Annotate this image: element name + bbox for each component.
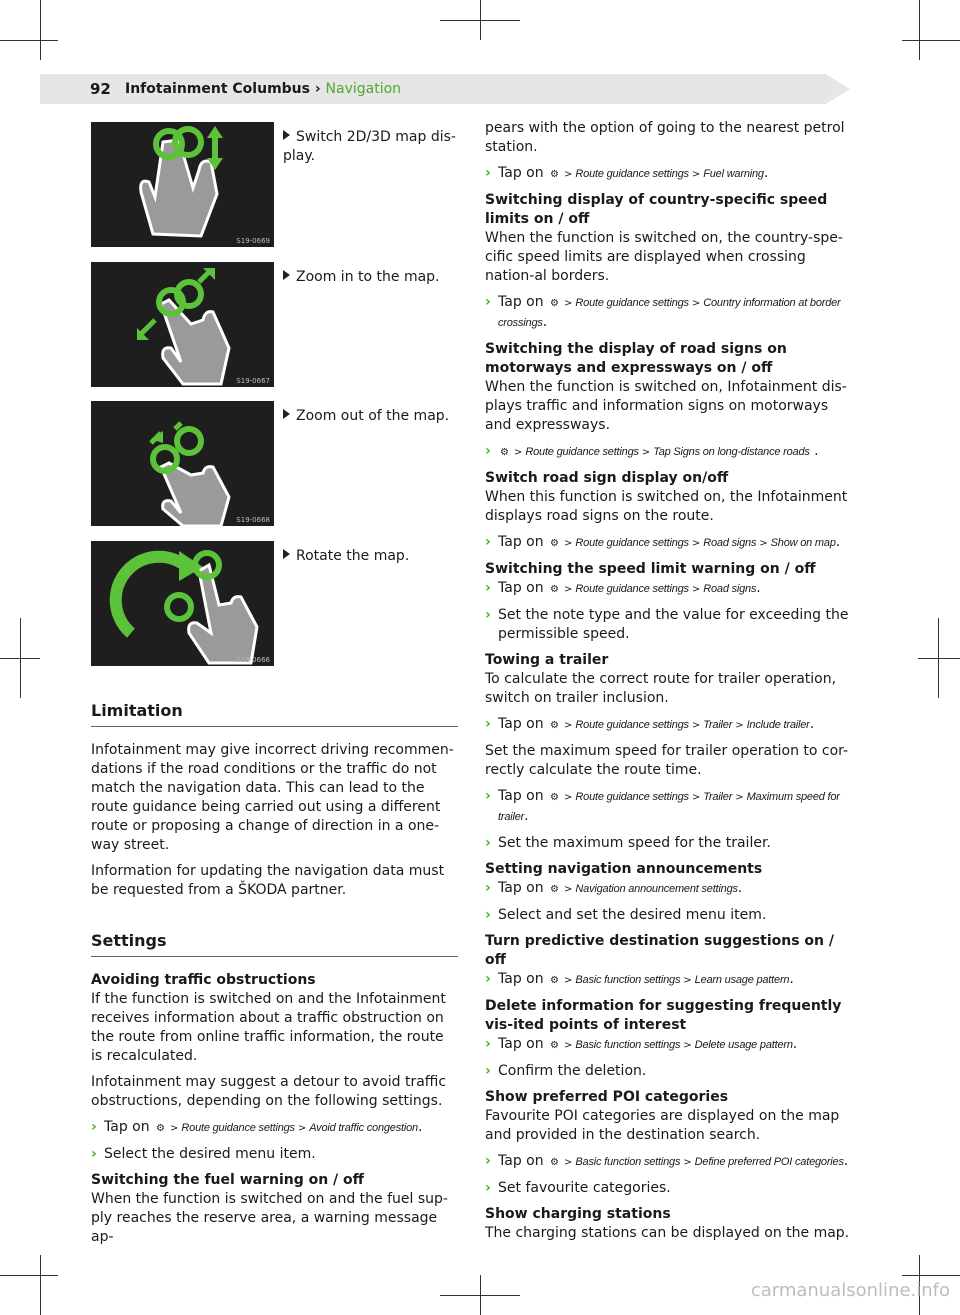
paragraph: When the function is switched on, the country-spe-cific speed limits are displayed when crossing nation-al borders. <box>485 230 843 284</box>
instruction-step: › Tap on ⚙ > Basic function settings > Define preferred POI categories. <box>485 1152 857 1172</box>
paragraph: Infotainment may give incorrect driving recommen-dations if the road conditions or the traffic do not match the navigation data. This can lead to the route guidance being carried out using a different route or proposing a change of direction in a one-way street. <box>91 742 454 853</box>
paragraph: Favourite POI categories are displayed on the map and provided in the destination search. <box>485 1108 840 1143</box>
subheading: Delete information for suggesting frequently vis-ited points of interest <box>485 998 842 1033</box>
figure-caption <box>283 268 461 287</box>
menu-separator-icon: > <box>564 975 573 986</box>
menu-path-item: Delete usage pattern <box>694 1039 793 1051</box>
instruction-step: › Tap on ⚙ > Route guidance settings > Trailer > Include trailer. <box>485 715 857 735</box>
menu-path-item: Navigation announcement settings <box>575 883 738 895</box>
menu-separator-icon: > <box>641 447 651 458</box>
step-text: Select the desired menu item. <box>104 1146 316 1162</box>
subheading: Switching display of country-specific speed limits on / off <box>485 192 828 227</box>
step-text: Set the note type and the value for exceeding the permissible speed. <box>498 607 849 642</box>
crop-mark <box>440 1295 520 1296</box>
menu-separator-icon: > <box>735 720 744 731</box>
menu-separator-icon: > <box>513 447 523 458</box>
instruction-step: › ⚙ > Route guidance settings > Tap Signs on long-distance roads . <box>485 442 857 462</box>
menu-path-item: Trailer <box>703 791 733 803</box>
paragraph: When the function is switched on and the fuel sup-ply reaches the reserve area, a warning message ap- <box>91 1191 448 1245</box>
step-text: Tap on <box>498 788 544 804</box>
menu-separator-icon: > <box>170 1123 179 1134</box>
step-text: Tap on <box>498 580 544 596</box>
menu-separator-icon: > <box>691 538 701 549</box>
menu-path-item: Define preferred POI categories <box>694 1156 844 1168</box>
instruction-step <box>485 834 857 853</box>
chapter-title: Infotainment Columbus <box>125 81 310 97</box>
settings-gear-icon: ⚙ <box>500 447 509 458</box>
step-text: Set favourite categories. <box>498 1180 671 1196</box>
step-text: Tap on <box>498 1036 544 1052</box>
paragraph: Infotainment may suggest a detour to avoid traffic obstructions, depending on the following settings. <box>91 1074 447 1109</box>
menu-path-item: Trailer <box>703 719 733 731</box>
menu-path-item: Basic function settings <box>575 1156 681 1168</box>
menu-path-item: Include trailer <box>746 719 810 731</box>
chevron-right-icon: › <box>485 1153 491 1169</box>
pinch-zoom-out-icon <box>91 401 274 526</box>
right-column <box>485 119 857 1250</box>
settings-gear-icon: ⚙ <box>550 884 560 895</box>
crop-mark <box>40 0 41 60</box>
triangle-bullet-icon <box>283 270 290 280</box>
instruction-step: › Tap on ⚙ > Route guidance settings > Road signs > Show on map. <box>485 533 857 553</box>
two-finger-vertical-icon <box>91 122 274 247</box>
menu-path-item: Route guidance settings <box>181 1122 295 1134</box>
instruction-step: › Tap on ⚙ > Route guidance settings > Fuel warning. <box>485 164 857 184</box>
step-text: Confirm the deletion. <box>498 1063 647 1079</box>
menu-separator-icon: > <box>564 298 573 309</box>
paragraph: When this function is switched on, the Infotainment displays road signs on the route. <box>485 489 848 524</box>
crop-mark <box>0 1275 58 1276</box>
figure-zoom-in <box>91 262 274 387</box>
instruction-step: › Tap on ⚙ > Route guidance settings > Country information at border crossings. <box>485 294 841 330</box>
subheading: Setting navigation announcements <box>485 861 763 877</box>
menu-path-item: Basic function settings <box>575 974 681 986</box>
menu-path-item: Maximum speed for trailer <box>498 791 840 823</box>
instruction-step: › Tap on ⚙ > Route guidance settings > Road signs. <box>485 579 857 599</box>
settings-gear-icon: ⚙ <box>550 538 560 549</box>
figure-code: S19-0668 <box>236 516 270 524</box>
menu-path-item: Show on map <box>770 537 836 549</box>
crop-mark <box>0 658 40 659</box>
chevron-right-icon: › <box>485 835 491 851</box>
figure-code: S19-0666 <box>236 656 270 664</box>
page-title <box>125 81 401 97</box>
figure-caption <box>283 128 461 166</box>
menu-separator-icon: > <box>691 584 701 595</box>
chevron-right-icon: › <box>91 1146 97 1162</box>
triangle-bullet-icon <box>283 409 290 419</box>
menu-path-item: Country information at border crossings <box>498 297 841 329</box>
chevron-right-icon: › <box>485 165 491 181</box>
chevron-right-icon: › <box>485 294 491 310</box>
subheading: Switching the fuel warning on / off <box>91 1172 365 1188</box>
section-title: Navigation <box>325 81 402 97</box>
instruction-step <box>485 1179 857 1198</box>
instruction-step: › Tap on ⚙ > Route guidance settings > Trailer > Maximum speed for trailer. <box>485 788 840 824</box>
figure-caption <box>283 547 461 566</box>
paragraph: Set the maximum speed for trailer operation to cor-rectly calculate the route time. <box>485 743 849 778</box>
page-number: 92 <box>90 80 111 98</box>
subheading: Turn predictive destination suggestions on / off <box>485 933 834 968</box>
chevron-right-icon: › <box>485 971 491 987</box>
instruction-step: › Tap on ⚙ > Basic function settings > Delete usage pattern. <box>485 1035 857 1055</box>
menu-path-item: Fuel warning <box>703 168 764 180</box>
menu-path-item: Route guidance settings <box>575 791 689 803</box>
caption-text: Zoom in to the map. <box>296 269 440 285</box>
figure-caption <box>283 407 461 426</box>
paragraph: The charging stations can be displayed on the map. <box>485 1225 850 1241</box>
caption-text: Zoom out of the map. <box>296 408 450 424</box>
subheading: Switching the speed limit warning on / off <box>485 561 816 577</box>
caption-text: Switch 2D/3D map dis-play. <box>283 129 456 164</box>
crop-mark <box>0 40 58 41</box>
step-text: Tap on <box>498 716 544 732</box>
triangle-bullet-icon <box>283 130 290 140</box>
menu-separator-icon: > <box>683 1157 692 1168</box>
menu-separator-icon: > <box>564 584 573 595</box>
menu-path-item: Road signs <box>703 537 757 549</box>
menu-separator-icon: > <box>564 169 573 180</box>
step-text: Tap on <box>498 294 544 310</box>
step-text: Tap on <box>498 1153 544 1169</box>
instruction-step <box>485 906 857 925</box>
subheading: Show preferred POI categories <box>485 1089 729 1105</box>
breadcrumb-separator: › <box>314 81 321 97</box>
paragraph: If the function is switched on and the Infotainment receives information about a traffic obstruction on the route from online traffic information, the route is recalculated. <box>91 991 446 1064</box>
footer-watermark: carmanualsonline.info <box>750 1280 950 1301</box>
subheading: Switch road sign display on/off <box>485 470 729 486</box>
menu-separator-icon: > <box>759 538 768 549</box>
step-text: Tap on <box>498 534 544 550</box>
step-text: Tap on <box>498 165 544 181</box>
chevron-right-icon: › <box>485 580 491 596</box>
menu-path-item: Route guidance settings <box>525 446 639 458</box>
chevron-right-icon: › <box>91 1119 97 1135</box>
settings-gear-icon: ⚙ <box>156 1123 166 1134</box>
crop-mark <box>902 40 960 41</box>
menu-separator-icon: > <box>564 720 573 731</box>
paragraph: When the function is switched on, Infotainment dis-plays traffic and information signs on motorways and expressways. <box>485 379 847 433</box>
instruction-step <box>485 1062 857 1081</box>
instruction-step <box>91 1145 458 1164</box>
menu-path-item: Route guidance settings <box>575 297 689 309</box>
settings-gear-icon: ⚙ <box>550 298 560 309</box>
caption-text: Rotate the map. <box>296 548 410 564</box>
crop-mark <box>919 0 920 60</box>
instruction-step: › Tap on ⚙ > Route guidance settings > Avoid traffic congestion. <box>91 1118 458 1138</box>
menu-separator-icon: > <box>735 792 744 803</box>
menu-separator-icon: > <box>564 884 573 895</box>
section-heading-limitation: Limitation <box>91 701 458 727</box>
step-text: Set the maximum speed for the trailer. <box>498 835 771 851</box>
chevron-right-icon: › <box>485 443 491 459</box>
left-column <box>91 701 458 1254</box>
rotate-gesture-icon <box>91 541 274 666</box>
section-heading-settings: Settings <box>91 931 458 957</box>
chevron-right-icon: › <box>485 788 491 804</box>
settings-gear-icon: ⚙ <box>550 975 560 986</box>
crop-mark <box>918 658 960 659</box>
chevron-right-icon: › <box>485 716 491 732</box>
chevron-right-icon: › <box>485 534 491 550</box>
menu-path-item: Avoid traffic congestion <box>309 1122 418 1134</box>
menu-separator-icon: > <box>691 169 701 180</box>
menu-path-item: Learn usage pattern <box>694 974 790 986</box>
figure-zoom-out <box>91 401 274 526</box>
chevron-right-icon: › <box>485 1180 491 1196</box>
instruction-step <box>485 606 857 644</box>
chevron-right-icon: › <box>485 607 491 623</box>
step-text: Select and set the desired menu item. <box>498 907 767 923</box>
step-text: Tap on <box>498 880 544 896</box>
menu-path-item: Tap Signs on long-distance roads <box>653 446 810 458</box>
chevron-right-icon: › <box>485 907 491 923</box>
figure-rotate <box>91 541 274 666</box>
triangle-bullet-icon <box>283 549 290 559</box>
crop-mark <box>902 1275 960 1276</box>
settings-gear-icon: ⚙ <box>550 1040 560 1051</box>
instruction-step: › Tap on ⚙ > Navigation announcement settings. <box>485 879 857 899</box>
menu-path-item: Route guidance settings <box>575 168 689 180</box>
subheading: Avoiding traffic obstructions <box>91 972 316 988</box>
figure-2d-3d <box>91 122 274 247</box>
subheading: Switching the display of road signs on motorways and expressways on / off <box>485 341 787 376</box>
figure-code: S19-0669 <box>236 237 270 245</box>
menu-path-item: Road signs <box>703 583 757 595</box>
paragraph: Information for updating the navigation data must be requested from a ŠKODA partner. <box>91 863 445 898</box>
settings-gear-icon: ⚙ <box>550 584 560 595</box>
menu-separator-icon: > <box>691 792 701 803</box>
menu-separator-icon: > <box>564 1157 573 1168</box>
crop-mark <box>40 1255 41 1315</box>
settings-gear-icon: ⚙ <box>550 1157 560 1168</box>
menu-separator-icon: > <box>683 975 692 986</box>
paragraph: To calculate the correct route for trailer operation, switch on trailer inclusion. <box>485 671 837 706</box>
settings-gear-icon: ⚙ <box>550 720 560 731</box>
menu-separator-icon: > <box>564 1040 573 1051</box>
chevron-right-icon: › <box>485 1063 491 1079</box>
step-text: Tap on <box>104 1119 150 1135</box>
menu-separator-icon: > <box>691 298 701 309</box>
settings-gear-icon: ⚙ <box>550 169 560 180</box>
menu-path-item: Route guidance settings <box>575 719 689 731</box>
chevron-right-icon: › <box>485 1036 491 1052</box>
menu-path-item: Route guidance settings <box>575 583 689 595</box>
paragraph: pears with the option of going to the nearest petrol station. <box>485 120 845 155</box>
instruction-step: › Tap on ⚙ > Basic function settings > Learn usage pattern. <box>485 970 857 990</box>
menu-path-item: Route guidance settings <box>575 537 689 549</box>
menu-separator-icon: > <box>691 720 701 731</box>
chevron-right-icon: › <box>485 880 491 896</box>
crop-mark <box>440 20 520 21</box>
menu-path-item: Basic function settings <box>575 1039 681 1051</box>
step-text: Tap on <box>498 971 544 987</box>
menu-separator-icon: > <box>297 1123 307 1134</box>
menu-separator-icon: > <box>564 538 573 549</box>
pinch-zoom-in-icon <box>91 262 274 387</box>
menu-separator-icon: > <box>683 1040 692 1051</box>
menu-separator-icon: > <box>564 792 573 803</box>
settings-gear-icon: ⚙ <box>550 792 560 803</box>
subheading: Towing a trailer <box>485 652 609 668</box>
figure-code: S19-0667 <box>236 377 270 385</box>
subheading: Show charging stations <box>485 1206 671 1222</box>
